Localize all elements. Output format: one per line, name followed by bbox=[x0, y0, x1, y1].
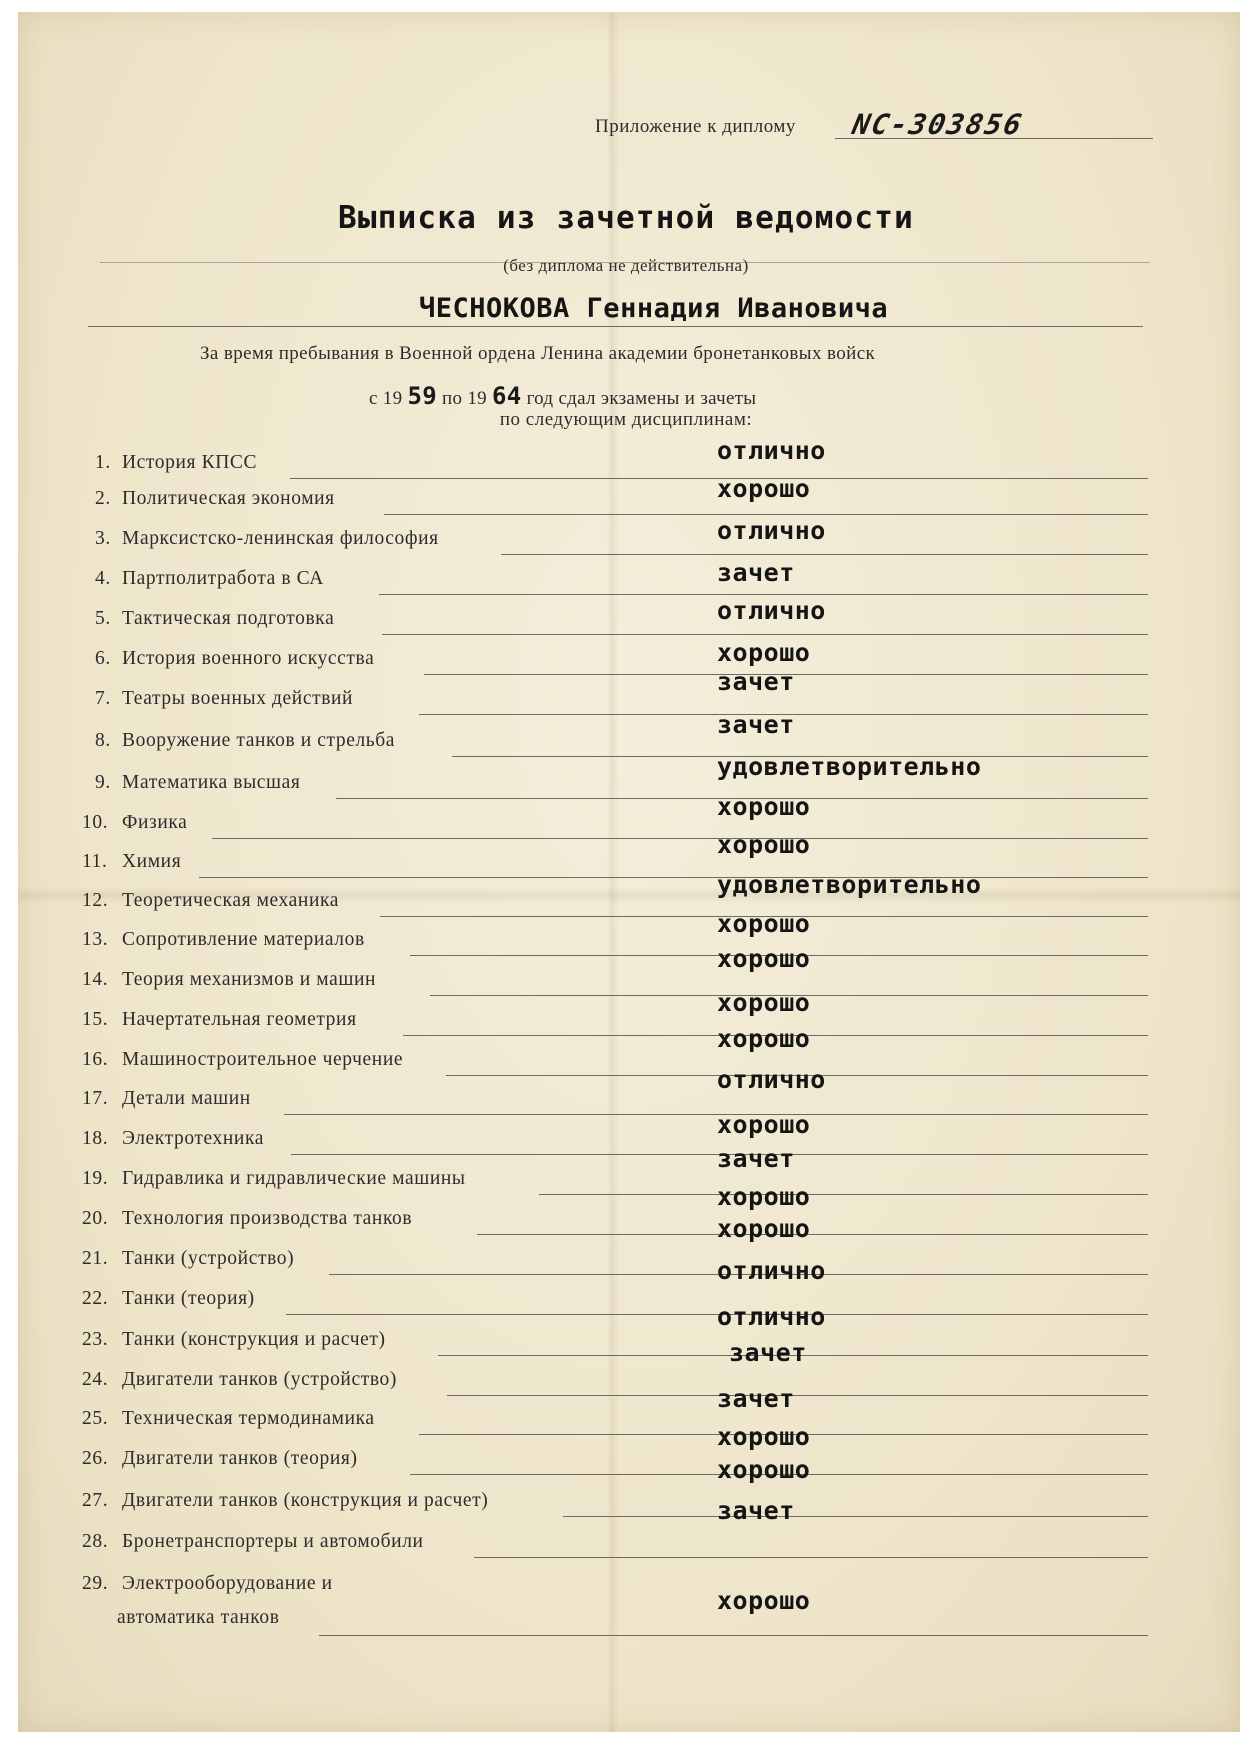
subject-number: 5. bbox=[95, 608, 111, 629]
subject-number: 6. bbox=[95, 648, 111, 669]
diploma-number: NC-303856 bbox=[849, 108, 1027, 141]
fill-line bbox=[199, 877, 1148, 878]
subject-grade: отлично bbox=[717, 1065, 826, 1094]
end-year: 64 bbox=[492, 382, 522, 410]
subject-number: 25. bbox=[82, 1408, 109, 1429]
subject-grade: удовлетворительно bbox=[717, 870, 982, 899]
subject-name: Марксистско-ленинская философия bbox=[122, 528, 439, 549]
subject-name: Сопротивление материалов bbox=[122, 929, 365, 950]
subject-grade: удовлетворительно bbox=[717, 752, 982, 781]
subject-grade: хорошо bbox=[717, 830, 811, 859]
subject-name: Танки (конструкция и расчет) bbox=[122, 1329, 386, 1350]
subject-grade: хорошо bbox=[717, 1182, 811, 1211]
subject-name: Танки (теория) bbox=[122, 1288, 255, 1309]
disciplines-intro: по следующим дисциплинам: bbox=[499, 409, 753, 430]
subject-number: 16. bbox=[82, 1049, 109, 1070]
subject-grade: хорошо bbox=[717, 1455, 811, 1484]
fill-line bbox=[212, 838, 1148, 839]
subject-name: Машиностроительное черчение bbox=[122, 1049, 404, 1070]
subject-grade: хорошо bbox=[717, 1214, 811, 1243]
fill-line bbox=[379, 594, 1148, 595]
subject-name: Двигатели танков (конструкция и расчет) bbox=[122, 1490, 489, 1511]
subject-number: 21. bbox=[82, 1248, 109, 1269]
subject-grade: зачет bbox=[729, 1338, 807, 1367]
subject-grade: зачет bbox=[717, 667, 795, 696]
fill-line bbox=[382, 634, 1148, 635]
fill-line bbox=[563, 1516, 1148, 1517]
subject-number: 18. bbox=[82, 1128, 109, 1149]
subject-name: Теория механизмов и машин bbox=[122, 969, 377, 990]
subject-name: История КПСС bbox=[122, 452, 258, 473]
subject-name: Гидравлика и гидравлические машины bbox=[122, 1168, 466, 1189]
years-prefix: с 19 bbox=[369, 388, 403, 409]
subject-number: 19. bbox=[82, 1168, 109, 1189]
document-subtitle: (без диплома не действительна) bbox=[503, 256, 749, 275]
subject-grade: хорошо bbox=[717, 1586, 811, 1615]
name-underline bbox=[88, 326, 1143, 327]
subject-number: 24. bbox=[82, 1369, 109, 1390]
subject-name: Вооружение танков и стрельба bbox=[122, 730, 396, 751]
subject-name: Начертательная геометрия bbox=[122, 1009, 357, 1030]
subject-grade: хорошо bbox=[717, 909, 811, 938]
subject-name: История военного искусства bbox=[122, 648, 375, 669]
subject-number: 20. bbox=[82, 1208, 109, 1229]
subject-grade: хорошо bbox=[717, 988, 811, 1017]
subject-name: Технология производства танков bbox=[122, 1208, 413, 1229]
subject-name: Детали машин bbox=[122, 1088, 251, 1109]
subject-number: 26. bbox=[82, 1448, 109, 1469]
subject-grade: зачет bbox=[717, 1144, 795, 1173]
subject-name-continued: автоматика танков bbox=[117, 1607, 280, 1628]
subject-number: 4. bbox=[95, 568, 111, 589]
subject-number: 11. bbox=[82, 851, 108, 872]
subject-name: Тактическая подготовка bbox=[122, 608, 335, 629]
subject-grade: хорошо bbox=[717, 1422, 811, 1451]
fill-line bbox=[447, 1395, 1148, 1396]
subject-grade: зачет bbox=[717, 1384, 795, 1413]
subject-grade: зачет bbox=[717, 710, 795, 739]
start-year: 59 bbox=[407, 382, 437, 410]
subject-grade: отлично bbox=[717, 1256, 826, 1285]
period-text: За время пребывания в Военной ордена Ленина академии бронетанковых войск bbox=[200, 343, 876, 364]
subject-name: Партполитработа в СА bbox=[122, 568, 324, 589]
subject-number: 28. bbox=[82, 1531, 109, 1552]
fill-line bbox=[474, 1557, 1148, 1558]
subject-number: 14. bbox=[82, 969, 109, 990]
subject-number: 10. bbox=[82, 812, 109, 833]
subject-grade: отлично bbox=[717, 516, 826, 545]
years-line bbox=[369, 382, 756, 410]
subject-name: Физика bbox=[122, 812, 188, 833]
appendix-label: Приложение к диплому bbox=[595, 116, 796, 137]
subject-name: Бронетранспортеры и автомобили bbox=[122, 1531, 424, 1552]
subject-grade: хорошо bbox=[717, 944, 811, 973]
subject-name: Электротехника bbox=[122, 1128, 264, 1149]
subject-grade: зачет bbox=[717, 1496, 795, 1525]
subject-name: Электрооборудование и bbox=[122, 1573, 333, 1594]
subject-number: 7. bbox=[95, 688, 111, 709]
subject-name: Техническая термодинамика bbox=[122, 1408, 375, 1429]
fill-line bbox=[319, 1635, 1148, 1636]
subject-number: 17. bbox=[82, 1088, 109, 1109]
fill-line bbox=[501, 554, 1148, 555]
subject-grade: хорошо bbox=[717, 792, 811, 821]
subject-number: 9. bbox=[95, 772, 111, 793]
subject-name: Двигатели танков (теория) bbox=[122, 1448, 358, 1469]
subject-number: 1. bbox=[95, 452, 111, 473]
subject-grade: отлично bbox=[717, 1302, 826, 1331]
document-title: Выписка из зачетной ведомости bbox=[337, 200, 915, 236]
subject-number: 29. bbox=[82, 1573, 109, 1594]
subject-grade: хорошо bbox=[717, 638, 811, 667]
subject-name: Химия bbox=[122, 851, 182, 872]
subject-name: Математика высшая bbox=[122, 772, 301, 793]
years-suffix: год сдал экзамены и зачеты bbox=[526, 388, 757, 409]
subject-name: Политическая экономия bbox=[122, 488, 335, 509]
subject-grade: хорошо bbox=[717, 474, 811, 503]
subject-number: 8. bbox=[95, 730, 111, 751]
subject-name: Двигатели танков (устройство) bbox=[122, 1369, 397, 1390]
fill-line bbox=[284, 1114, 1148, 1115]
subject-name: Театры военных действий bbox=[122, 688, 354, 709]
subject-number: 13. bbox=[82, 929, 109, 950]
subject-number: 3. bbox=[95, 528, 111, 549]
subject-name: Танки (устройство) bbox=[122, 1248, 295, 1269]
subject-number: 15. bbox=[82, 1009, 109, 1030]
fill-line bbox=[384, 514, 1148, 515]
fill-line bbox=[539, 1194, 1148, 1195]
subject-name: Теоретическая механика bbox=[122, 890, 340, 911]
subject-grade: зачет bbox=[717, 558, 795, 587]
subject-number: 27. bbox=[82, 1490, 109, 1511]
subject-grade: хорошо bbox=[717, 1110, 811, 1139]
subject-number: 12. bbox=[82, 890, 109, 911]
fill-line bbox=[477, 1234, 1148, 1235]
subject-grade: хорошо bbox=[717, 1024, 811, 1053]
subject-number: 22. bbox=[82, 1288, 109, 1309]
subject-grade: отлично bbox=[717, 596, 826, 625]
subject-grade: отлично bbox=[717, 436, 826, 465]
subject-number: 23. bbox=[82, 1329, 109, 1350]
student-name: ЧЕСНОКОВА Геннадия Ивановича bbox=[419, 293, 889, 324]
subject-number: 2. bbox=[95, 488, 111, 509]
years-mid: по 19 bbox=[442, 388, 487, 409]
